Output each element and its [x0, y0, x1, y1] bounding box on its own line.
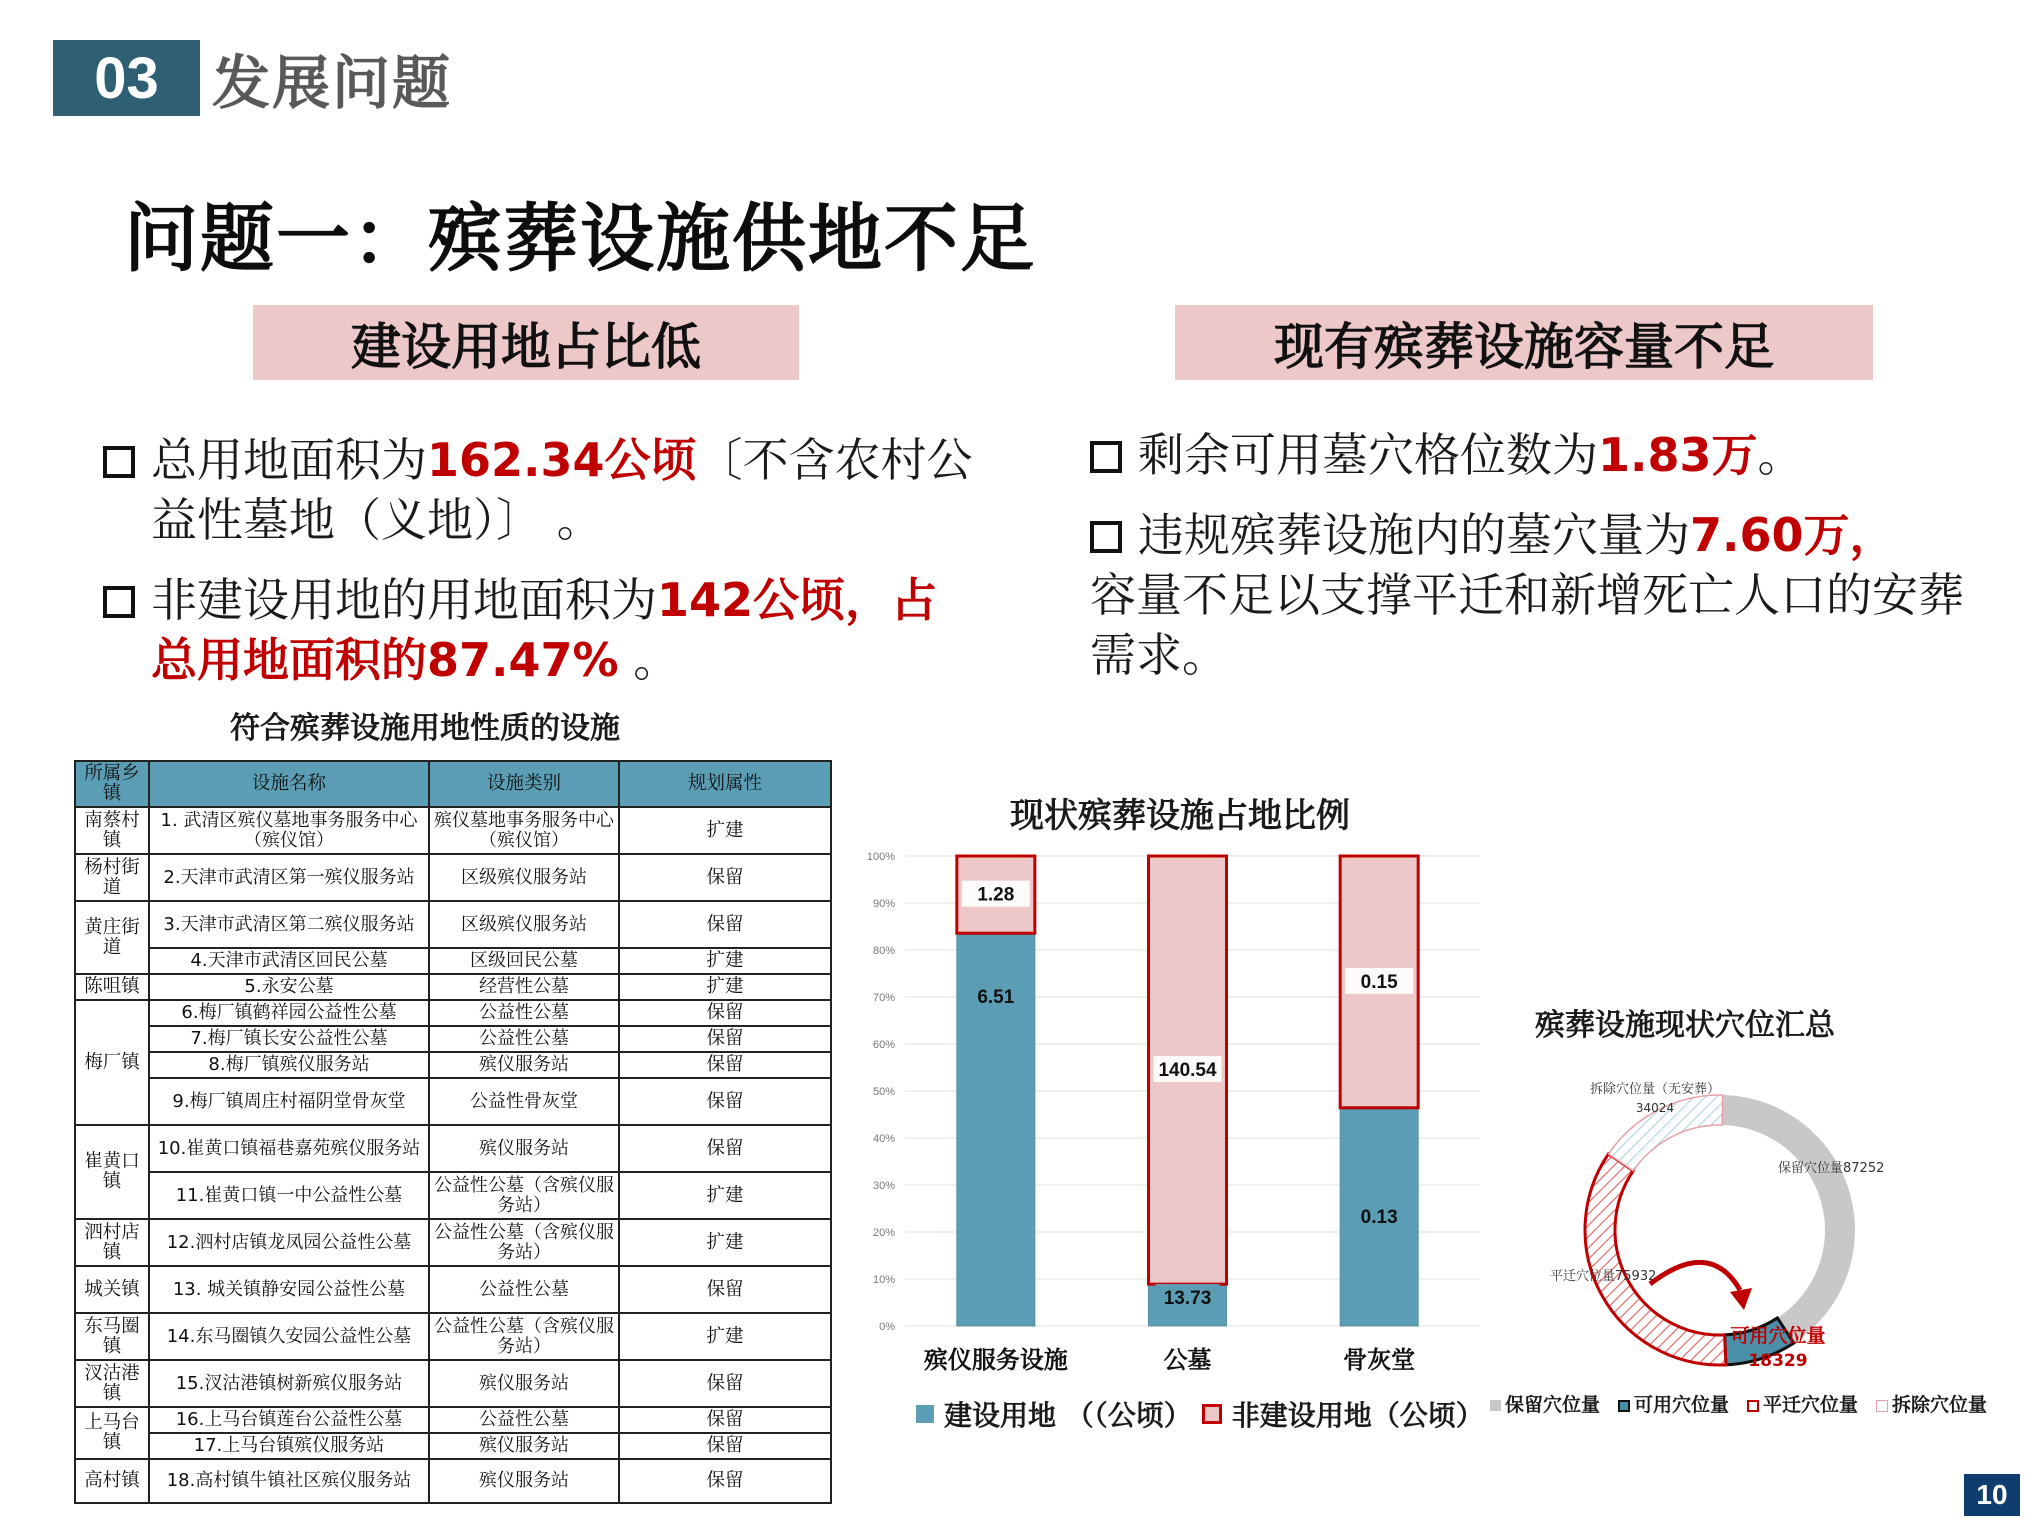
slice-label: 拆除穴位量（无安葬）	[1589, 1082, 1721, 1097]
cell-plan: 保留	[619, 1459, 831, 1503]
data-label: 140.54	[1158, 1060, 1217, 1082]
cell-plan: 扩建	[619, 974, 831, 1000]
cell-category: 殡仪服务站	[429, 1125, 619, 1172]
cell-facility: 5.永安公墓	[149, 974, 429, 1000]
cell-facility: 17.上马台镇殡仪服务站	[149, 1433, 429, 1459]
cell-facility: 18.高村镇牛镇社区殡仪服务站	[149, 1459, 429, 1503]
column-header: 规划属性	[619, 761, 831, 807]
cell-town: 泗村店镇	[75, 1219, 149, 1266]
table-row	[75, 901, 831, 948]
bullet-text: 非建设用地的用地面积为	[151, 573, 657, 627]
cell-category: 区级回民公墓	[429, 948, 619, 974]
cell-plan: 扩建	[619, 948, 831, 974]
cell-town: 杨村街道	[75, 854, 149, 901]
cell-town: 高村镇	[75, 1459, 149, 1503]
section-title: 发展问题	[212, 49, 453, 117]
column-header: 设施类别	[429, 761, 619, 807]
table-row	[75, 1266, 831, 1313]
right-bullet-list	[1090, 425, 1990, 685]
cell-facility: 13. 城关镇静安园公益性公墓	[149, 1266, 429, 1313]
slice-label: 保留穴位量87252	[1778, 1161, 1885, 1176]
data-label: 0.15	[1360, 971, 1398, 993]
bullet-remaining-graves	[1090, 425, 1990, 485]
y-tick-label: 80%	[872, 945, 895, 957]
cell-town: 上马台镇	[75, 1407, 149, 1459]
cell-plan: 扩建	[619, 1313, 831, 1360]
cell-facility: 10.崔黄口镇福巷嘉苑殡仪服务站	[149, 1125, 429, 1172]
table-row	[75, 974, 831, 1000]
cell-plan: 扩建	[619, 1172, 831, 1219]
cell-town: 崔黄口镇	[75, 1125, 149, 1219]
grave-capacity-donut-chart	[1490, 1040, 1890, 1380]
legend-swatch	[1618, 1400, 1630, 1412]
table-row	[75, 948, 831, 974]
cell-plan: 扩建	[619, 1219, 831, 1266]
bar-chart-title: 现状殡葬设施占地比例	[1010, 796, 1350, 836]
bar-chart-legend	[916, 1394, 1484, 1434]
right-subheader: 现有殡葬设施容量不足	[1175, 305, 1873, 380]
table-row	[75, 1000, 831, 1026]
cell-category: 公益性公墓（含殡仪服务站）	[429, 1313, 619, 1360]
cell-category: 区级殡仪服务站	[429, 901, 619, 948]
bullet-illegal-graves	[1090, 505, 1990, 685]
legend-label: 建设用地 （（公顷）	[944, 1399, 1192, 1432]
cell-category: 殡仪服务站	[429, 1360, 619, 1407]
cell-plan: 保留	[619, 1000, 831, 1026]
cell-plan: 保留	[619, 1078, 831, 1125]
table-row	[75, 1026, 831, 1052]
legend-item	[1747, 1390, 1858, 1417]
cell-category: 公益性公墓（含殡仪服务站）	[429, 1172, 619, 1219]
legend-label: 非建设用地（公顷）	[1231, 1399, 1484, 1432]
cell-category: 区级殡仪服务站	[429, 854, 619, 901]
bullet-highlight: 162.34公顷	[427, 433, 697, 487]
y-tick-label: 70%	[872, 992, 895, 1004]
table-row	[75, 1125, 831, 1172]
x-category-label: 殡仪服务设施	[923, 1346, 1068, 1374]
page-title: 问题一：殡葬设施供地不足	[124, 196, 1036, 282]
cell-plan: 保留	[619, 854, 831, 901]
left-bullet-list	[103, 430, 983, 710]
table-row	[75, 1407, 831, 1433]
y-tick-label: 50%	[872, 1086, 895, 1098]
x-category-label: 公墓	[1163, 1346, 1212, 1374]
cell-facility: 12.泗村店镇龙凤园公益性公墓	[149, 1219, 429, 1266]
table-row	[75, 854, 831, 901]
cell-plan: 扩建	[619, 807, 831, 854]
y-tick-label: 20%	[872, 1227, 895, 1239]
column-header: 所属乡镇	[75, 761, 149, 807]
cell-category: 公益性骨灰堂	[429, 1078, 619, 1125]
cell-facility: 1. 武清区殡仪墓地事务服务中心（殡仪馆）	[149, 807, 429, 854]
cell-town: 南蔡村镇	[75, 807, 149, 854]
cell-plan: 保留	[619, 901, 831, 948]
cell-category: 殡仪服务站	[429, 1433, 619, 1459]
cell-town: 黄庄街道	[75, 901, 149, 974]
cell-facility: 3.天津市武清区第二殡仪服务站	[149, 901, 429, 948]
cell-category: 公益性公墓	[429, 1407, 619, 1433]
cell-plan: 保留	[619, 1433, 831, 1459]
cell-facility: 8.梅厂镇殡仪服务站	[149, 1052, 429, 1078]
facility-table	[74, 760, 832, 1504]
y-tick-label: 10%	[872, 1274, 895, 1286]
legend-swatch-non-construction	[1202, 1404, 1222, 1424]
legend-swatch	[1490, 1400, 1501, 1411]
donut-slice	[1585, 1154, 1726, 1365]
bullet-highlight: 7.60万，	[1690, 508, 1896, 562]
slice-value: 18329	[1748, 1351, 1808, 1371]
cell-category: 经营性公墓	[429, 974, 619, 1000]
checkbox-square-icon	[1090, 441, 1122, 473]
cell-town: 陈咀镇	[75, 974, 149, 1000]
table-row	[75, 1052, 831, 1078]
y-tick-label: 40%	[872, 1133, 895, 1145]
legend-swatch-construction	[916, 1405, 934, 1423]
y-tick-label: 90%	[872, 898, 895, 910]
checkbox-square-icon	[103, 586, 135, 618]
cell-facility: 16.上马台镇莲台公益性公墓	[149, 1407, 429, 1433]
bullet-text: 剩余可用墓穴格位数为	[1138, 428, 1598, 482]
cell-category: 公益性公墓	[429, 1266, 619, 1313]
x-category-label: 骨灰堂	[1343, 1346, 1416, 1374]
cell-category: 殡仪服务站	[429, 1459, 619, 1503]
table-row	[75, 1360, 831, 1407]
legend-item	[1490, 1390, 1600, 1417]
table-row	[75, 1172, 831, 1219]
land-use-bar-chart	[855, 840, 1495, 1380]
cell-plan: 保留	[619, 1026, 831, 1052]
legend-label: 平迁穴位量	[1763, 1394, 1859, 1416]
y-tick-label: 60%	[872, 1039, 895, 1051]
data-label: 6.51	[977, 987, 1015, 1008]
cell-town: 汊沽港镇	[75, 1360, 149, 1407]
cell-plan: 保留	[619, 1125, 831, 1172]
bullet-text: 违规殡葬设施内的墓穴量为	[1138, 508, 1690, 562]
cell-facility: 14.东马圈镇久安园公益性公墓	[149, 1313, 429, 1360]
donut-chart-title: 殡葬设施现状穴位汇总	[1535, 1008, 1835, 1043]
bullet-total-area	[103, 430, 983, 550]
donut-chart-legend	[1490, 1390, 1987, 1417]
table-row	[75, 1313, 831, 1360]
checkbox-square-icon	[103, 446, 135, 478]
data-label: 1.28	[977, 884, 1015, 906]
table-row	[75, 1219, 831, 1266]
data-label: 0.13	[1360, 1206, 1398, 1228]
data-label: 13.73	[1163, 1288, 1212, 1309]
checkbox-square-icon	[1090, 521, 1122, 553]
slice-label: 可用穴位量	[1730, 1325, 1826, 1347]
bullet-text: 。	[618, 633, 680, 687]
cell-facility: 11.崔黄口镇一中公益性公墓	[149, 1172, 429, 1219]
arrowhead-icon	[1730, 1288, 1752, 1310]
bullet-text: 。	[1757, 428, 1804, 482]
table-row	[75, 1459, 831, 1503]
legend-item	[1876, 1390, 1987, 1417]
y-tick-label: 100%	[866, 851, 895, 863]
column-header: 设施名称	[149, 761, 429, 807]
left-subheader: 建设用地占比低	[253, 305, 799, 380]
slice-label: 平迁穴位量75932	[1550, 1269, 1657, 1284]
table-row	[75, 1433, 831, 1459]
table-row	[75, 1078, 831, 1125]
cell-town: 东马圈镇	[75, 1313, 149, 1360]
cell-facility: 15.汊沽港镇树新殡仪服务站	[149, 1360, 429, 1407]
cell-plan: 保留	[619, 1360, 831, 1407]
cell-category: 殡仪服务站	[429, 1052, 619, 1078]
legend-label: 可用穴位量	[1634, 1394, 1730, 1416]
legend-label: 保留穴位量	[1505, 1394, 1601, 1416]
cell-plan: 保留	[619, 1052, 831, 1078]
cell-facility: 9.梅厂镇周庄村福阴堂骨灰堂	[149, 1078, 429, 1125]
arrow-icon	[1650, 1262, 1740, 1290]
cell-plan: 保留	[619, 1266, 831, 1313]
cell-plan: 保留	[619, 1407, 831, 1433]
cell-facility: 7.梅厂镇长安公益性公墓	[149, 1026, 429, 1052]
cell-facility: 4.天津市武清区回民公墓	[149, 948, 429, 974]
cell-category: 公益性公墓	[429, 1000, 619, 1026]
y-tick-label: 30%	[872, 1180, 895, 1192]
legend-swatch	[1747, 1400, 1759, 1412]
y-tick-label: 0%	[879, 1321, 895, 1333]
cell-facility: 2.天津市武清区第一殡仪服务站	[149, 854, 429, 901]
cell-category: 殡仪墓地事务服务中心（殡仪馆）	[429, 807, 619, 854]
table-header-row	[75, 761, 831, 807]
bullet-highlight: 1.83万	[1598, 428, 1758, 482]
cell-category: 公益性公墓	[429, 1026, 619, 1052]
bullet-non-construction-area	[103, 570, 983, 690]
bullet-highlight: 142公顷，占总用地面积的87.47%	[151, 573, 938, 687]
bullet-text: 〔不含农村公益性墓地（义地）〕 。	[151, 433, 973, 547]
legend-label: 拆除穴位量	[1892, 1394, 1988, 1416]
slice-value: 34024	[1635, 1101, 1675, 1115]
legend-item	[1618, 1390, 1729, 1417]
bullet-text: 容量不足以支撑平迁和新增死亡人口的安葬需求。	[1090, 568, 1964, 682]
page-number: 10	[1964, 1474, 2020, 1516]
cell-category: 公益性公墓（含殡仪服务站）	[429, 1219, 619, 1266]
table-row	[75, 807, 831, 854]
cell-town: 梅厂镇	[75, 1000, 149, 1125]
table-title: 符合殡葬设施用地性质的设施	[230, 711, 620, 746]
cell-facility: 6.梅厂镇鹤祥园公益性公墓	[149, 1000, 429, 1026]
section-number: 03	[53, 40, 200, 116]
cell-town: 城关镇	[75, 1266, 149, 1313]
legend-swatch	[1876, 1400, 1888, 1412]
bullet-text: 总用地面积为	[151, 433, 427, 487]
